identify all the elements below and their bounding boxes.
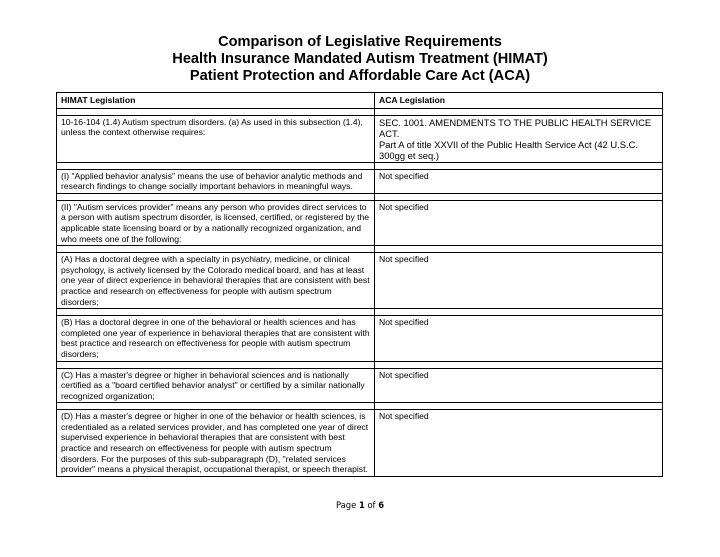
aca-cell: Not specified	[375, 410, 663, 477]
table-row	[57, 200, 663, 245]
spacer-row	[57, 403, 663, 410]
himat-cell: (A) Has a doctoral degree with a specialty in psychiatry, medicine, or clinical psychology, is actively licensed by the Colorado medical board, and has at least one year of direct experience in behavioral therapies that are consistent with best practice and research on effectiveness for people with autism spectrum disorders;	[57, 253, 375, 309]
table-row	[57, 115, 663, 162]
spacer-row	[57, 108, 663, 115]
total-page-count: 6	[378, 500, 385, 510]
page-of-label: of	[367, 500, 376, 510]
title-line-2: Health Insurance Mandated Autism Treatment (HIMAT)	[172, 51, 548, 67]
table-row	[57, 253, 663, 309]
aca-cell: Not specified	[375, 368, 663, 403]
spacer-row	[57, 309, 663, 316]
spacer-row	[57, 193, 663, 200]
himat-cell: (II) "Autism services provider" means any person who provides direct services to a person with autism spectrum disorder, is licensed, certified, or registered by the applicable state licensing board or by a nationally recognized organization, and who meets one of the following:	[57, 200, 375, 245]
comparison-table	[56, 92, 663, 477]
document-title	[0, 34, 720, 85]
aca-cell: Not specified	[375, 169, 663, 193]
page-number-footer	[0, 500, 720, 510]
page-label: Page	[335, 500, 357, 510]
spacer-row	[57, 162, 663, 169]
himat-cell: 10-16-104 (1.4) Autism spectrum disorders. (a) As used in this subsection (1.4), unless the context otherwise requires:	[57, 115, 375, 162]
aca-cell	[375, 115, 663, 162]
spacer-row	[57, 246, 663, 253]
table-row	[57, 410, 663, 477]
current-page-number: 1	[358, 500, 365, 510]
aca-cell: Not specified	[375, 316, 663, 361]
table-row	[57, 368, 663, 403]
title-line-1: Comparison of Legislative Requirements	[218, 34, 502, 50]
table-row	[57, 316, 663, 361]
himat-cell: (I) "Applied behavior analysis" means the use of behavior analytic methods and research findings to change socially important behaviors in meaningful ways.	[57, 169, 375, 193]
himat-cell: (B) Has a doctoral degree in one of the behavioral or health sciences and has completed one year of experience in behavioral therapies that are consistent with best practice and research on effectiveness for people with autism spectrum disorders;	[57, 316, 375, 361]
table-header-row	[57, 93, 663, 109]
spacer-row	[57, 361, 663, 368]
aca-cell: Not specified	[375, 200, 663, 245]
aca-column-header: ACA Legislation	[375, 93, 663, 109]
aca-cell: Not specified	[375, 253, 663, 309]
aca-section-reference: Part A of title XXVII of the Public Health Service Act (42 U.S.C. 300gg et seq.)	[379, 138, 638, 161]
himat-cell: (C) Has a master's degree or higher in behavioral sciences and is nationally certified as a "board certified behavior analyst" or certified by a similar nationally recognized organization;	[57, 368, 375, 403]
himat-cell: (D) Has a master's degree or higher in one of the behavior or health sciences, is credentialed as a related services provider, and has completed one year of direct supervised experience in behavioral therapies that are consistent with best practice and research on effectiveness for people with autism spectrum disorders. For the purposes of this sub-subparagraph (D), "related services provider" means a physical therapist, occupational therapist, or speech therapist.	[57, 410, 375, 477]
himat-column-header: HIMAT Legislation	[57, 93, 375, 109]
aca-section-heading: SEC. 1001. AMENDMENTS TO THE PUBLIC HEALTH SERVICE ACT.	[379, 116, 652, 139]
title-line-3: Patient Protection and Affordable Care Act (ACA)	[189, 68, 531, 84]
table-row	[57, 169, 663, 193]
